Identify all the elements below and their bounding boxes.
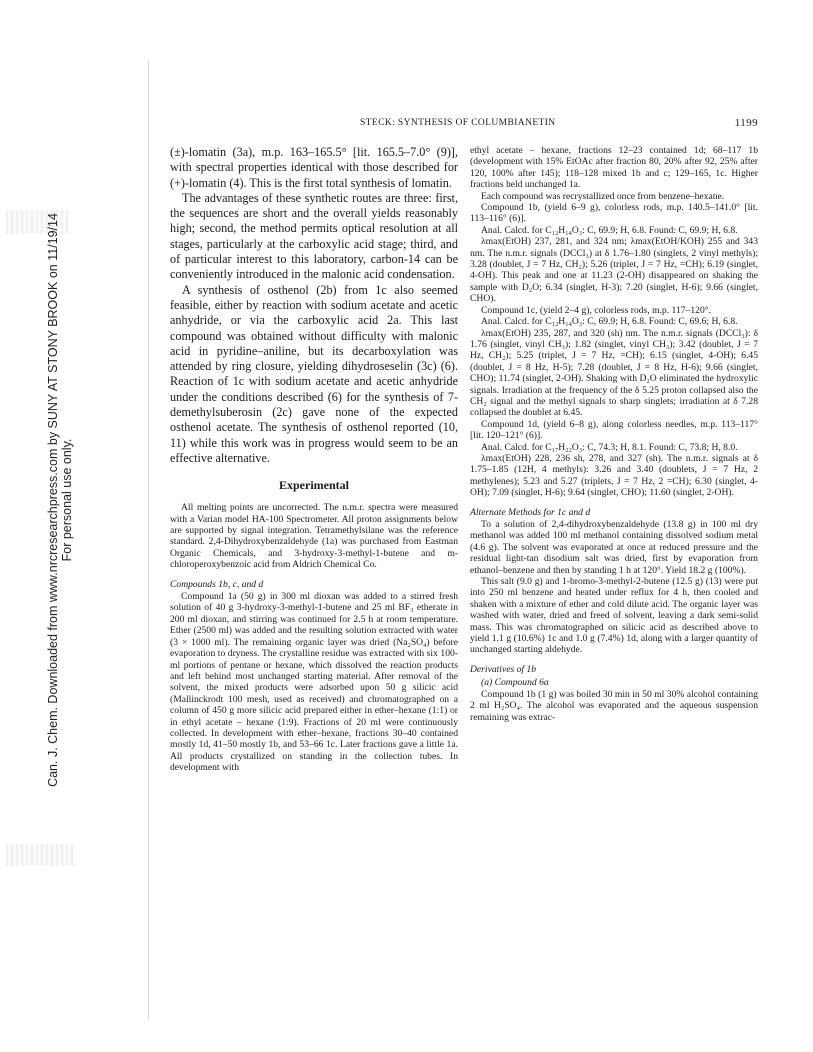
body-paragraph: Anal. Calcd. for C₁₇H₂₂O₃: C, 74.3; H, 8.1. Found: C, 73.8; H, 8.0. [481,441,738,453]
body-paragraph: Anal. Calcd. for C₁₂H₁₄O₃: C, 69.9; H, 6.8. Found: C, 69.6; H, 6.8. [481,316,738,328]
body-paragraph: Compound 1c, (yield 2–4 g), colorless rods, m.p. 117–120°. [481,304,711,316]
sub-subsection-heading: (a) Compound 6a [481,677,549,689]
subsection-heading: Alternate Methods for 1c and d [470,506,591,518]
right-column [470,145,758,723]
body-paragraph: All melting points are uncorrected. The n.m.r. spectra were measured with a Varian model HA-100 Spectrometer. All proton assignments below are supported by signal integration. Tetramethylsilane was the reference standard. 2,4-Dihydroxybenzaldehyde (1a) was purchased from Eastman Organic Chemicals, and 3-hydroxy-3-methyl-1-butene and m-chloroperoxybenzoic acid from Aldrich Chemical Co. [170,502,458,571]
body-paragraph: Compound 1b (1 g) was boiled 30 min in 50 ml 30% alcohol containing 2 ml H₂SO₄. The alcohol was evaporated and the aqueous suspension remaining was extrac- [470,688,758,723]
body-paragraph: Each compound was recrystallized once from benzene–hexane. [481,190,725,202]
body-paragraph: λmax(EtOH) 235, 287, and 320 (sh) nm. The n.m.r. signals (DCCl₃): δ 1.76 (singlet, vinyl CH₃); 1.82 (singlet, vinyl CH₃); 3.42 (doublet, J = 7 Hz, CH₂); 5.25 (triplet, J = 7 Hz, =CH); 6.15 (singlet, 4-OH); 6.45 (doublet, J = 8 Hz, H-5); 7.28 (doublet, J = 8 Hz, H-6); 9.66 (singlet, CHO); 11.74 (singlet, 2-OH). Shaking with D₂O eliminated the hydroxylic signals. Irradiation at the frequency of the δ 5.25 proton collapsed also the CH₂ signal and the methyl signals to sharp singlets; irradiation at δ 7.28 collapsed the doublet at 6.45. [470,327,758,419]
body-paragraph: A synthesis of osthenol (2b) from 1c also seemed feasible, either by reaction with sodium acetate and acetic anhydride, or via the carboxylic acid 2a. This last compound was obtained without difficulty with malonic acid in pyridine–aniline, but its decarboxylation was attended by ring closure, yielding dihydroseselin (3c) (6). Reaction of 1c with sodium acetate and acetic anhydride under the conditions described (6) for the synthesis of 7-demethylsuberosin (2c) gave none of the expected osthenol acetate. The synthesis of osthenol reported (10, 11) while this work was in progress would seem to be an effective alternative. [170,282,458,465]
body-paragraph: λmax(EtOH) 237, 281, and 324 nm; λmax(EtOH/KOH) 255 and 343 nm. The n.m.r. signals (DCCl₃) at δ 1.76–1.80 (singlets, 2 vinyl methyls); 3.28 (doublet, J = 7 Hz, CH₂); 5.26 (triplet, J = 7 Hz, =CH); 6.19 (singlet, 4-OH). This peak and one at 11.23 (2-OH) disappeared on shaking the sample with D₂O; 6.34 (singlet, H-3); 7.20 (singlet, H-6); 9.66 (singlet, CHO). [470,236,758,305]
subsection-heading: Compounds 1b, c, and d [170,578,264,590]
download-watermark [0,0,120,1052]
running-title: STECK: SYNTHESIS OF COLUMBIANETIN [360,118,556,128]
body-paragraph: Compound 1b, (yield 6–9 g), colorless rods, m.p. 140.5–141.0° [lit. 113–116° (6)]. [470,202,758,225]
body-paragraph: Anal. Calcd. for C₁₂H₁₄O₃: C, 69.9; H, 6.8. Found: C, 69.9; H, 6.8. [481,224,738,236]
discussion-section [170,145,458,466]
body-paragraph: ethyl acetate – hexane, fractions 12–23 contained 1d; 68–117 1b (development with 15% EtOAc after fraction 80, 20% after 92, 25% after 120, 100% after 145); 118–128 mixed 1b and c; 129–165, 1c. Higher fractions held unchanged 1a. [470,145,758,191]
watermark-line-2: For personal use only. [60,438,74,562]
body-paragraph: This salt (9.0 g) and 1-bromo-3-methyl-2-butene (12.5 g) (13) were put into 250 ml benzene and heated under reflux for 4 h, then cooled and shaken with a mixture of ether and cold dilute acid. The organic layer was washed with water, dried and freed of solvent, leaving a dark semi-solid mass. This was chromatographed on silicic acid as described above to yield 1.1 g (10.6%) 1c and 1.0 g (7.4%) 1d, along with a larger quantity of unchanged starting aldehyde. [470,576,758,656]
subsection-heading: Derivatives of 1b [470,663,537,675]
watermark-line-1: Can. J. Chem. Downloaded from www.nrcresearchpress.com by SUNY AT STONY BROOK on 11/19/14 [46,213,60,787]
experimental-section [170,502,458,773]
body-paragraph: (±)-lomatin (3a), m.p. 163–165.5° [lit. 165.5–7.0° (9)], with spectral properties identical with those described for (+)-lomatin (4). This is the first total synthesis of lomatin. [170,145,458,190]
body-paragraph: λmax(EtOH) 228, 236 sh, 278, and 327 (sh). The n.m.r. signals at δ 1.75–1.85 (12H, 4 methyls): 3.26 and 3.40 (doublets, J = 7 Hz, 2 methylenes); 5.23 and 5.27 (triplets, J = 7 Hz, 2 =CH); 6.30 (singlet, 4-OH); 7.09 (singlet, H-6); 9.64 (singlet, CHO); 11.60 (singlet, 2-OH). [470,452,758,499]
body-paragraph: The advantages of these synthetic routes are three: first, the sequences are short and the overall yields reasonably high; second, the method permits optical resolution at all stages, particularly at the carboxylic acid stage; third, and of particular interest to this laboratory, carbon-14 can be conveniently introduced in the malonic acid condensation. [170,190,458,282]
page-number: 1199 [734,117,758,129]
left-column [170,145,458,774]
margin-rule [148,60,149,1020]
body-paragraph: Compound 1d, (yield 6–8 g), along colorless needles, m.p. 113–117° [lit. 120–121° (6)]. [470,418,758,442]
section-heading: Experimental [279,478,349,493]
body-paragraph: To a solution of 2,4-dihydroxybenzaldehyde (13.8 g) in 100 ml dry methanol was added 100 ml methanol containing dissolved sodium metal (4.6 g). The solvent was evaporated at once at reduced pressure and the residual light-tan disodium salt was dried, first by evaporation from ethanol–benzene and then by standing 1 h at 120°. Yield 18.2 g (100%). [470,519,758,576]
body-paragraph: Compound 1a (50 g) in 300 ml dioxan was added to a stirred fresh solution of 40 g 3-hydroxy-3-methyl-1-butene and 25 ml BF₃ etherate in 200 ml dioxan, and stirring was continued for 2.5 h at room temperature. Ether (2500 ml) was added and the resulting solution extracted with water (3 × 1000 ml). The remaining organic layer was dried (Na₂SO₄) before evaporation to dryness. The crystalline residue was extracted with six 100-ml portions of pentane or hexane, which dissolved the reaction products and left behind most unchanged starting material. After removal of the solvent, the mixed products were adsorbed upon 50 g silicic acid (Mallinckrodt 100 mesh, used as received) and chromatographed on a column of 450 g more silicic acid prepared either in ether–hexane (1:1) or in ethyl acetate – hexane (1:9). Fractions of 20 ml were continuously collected. In development with ether–hexane, fractions 30–40 contained mostly 1d, 41–50 mostly 1b, and 53–66 1c. Later fractions gave a little 1a. All products crystallized on standing in the collection tubes. In development with [170,591,458,774]
